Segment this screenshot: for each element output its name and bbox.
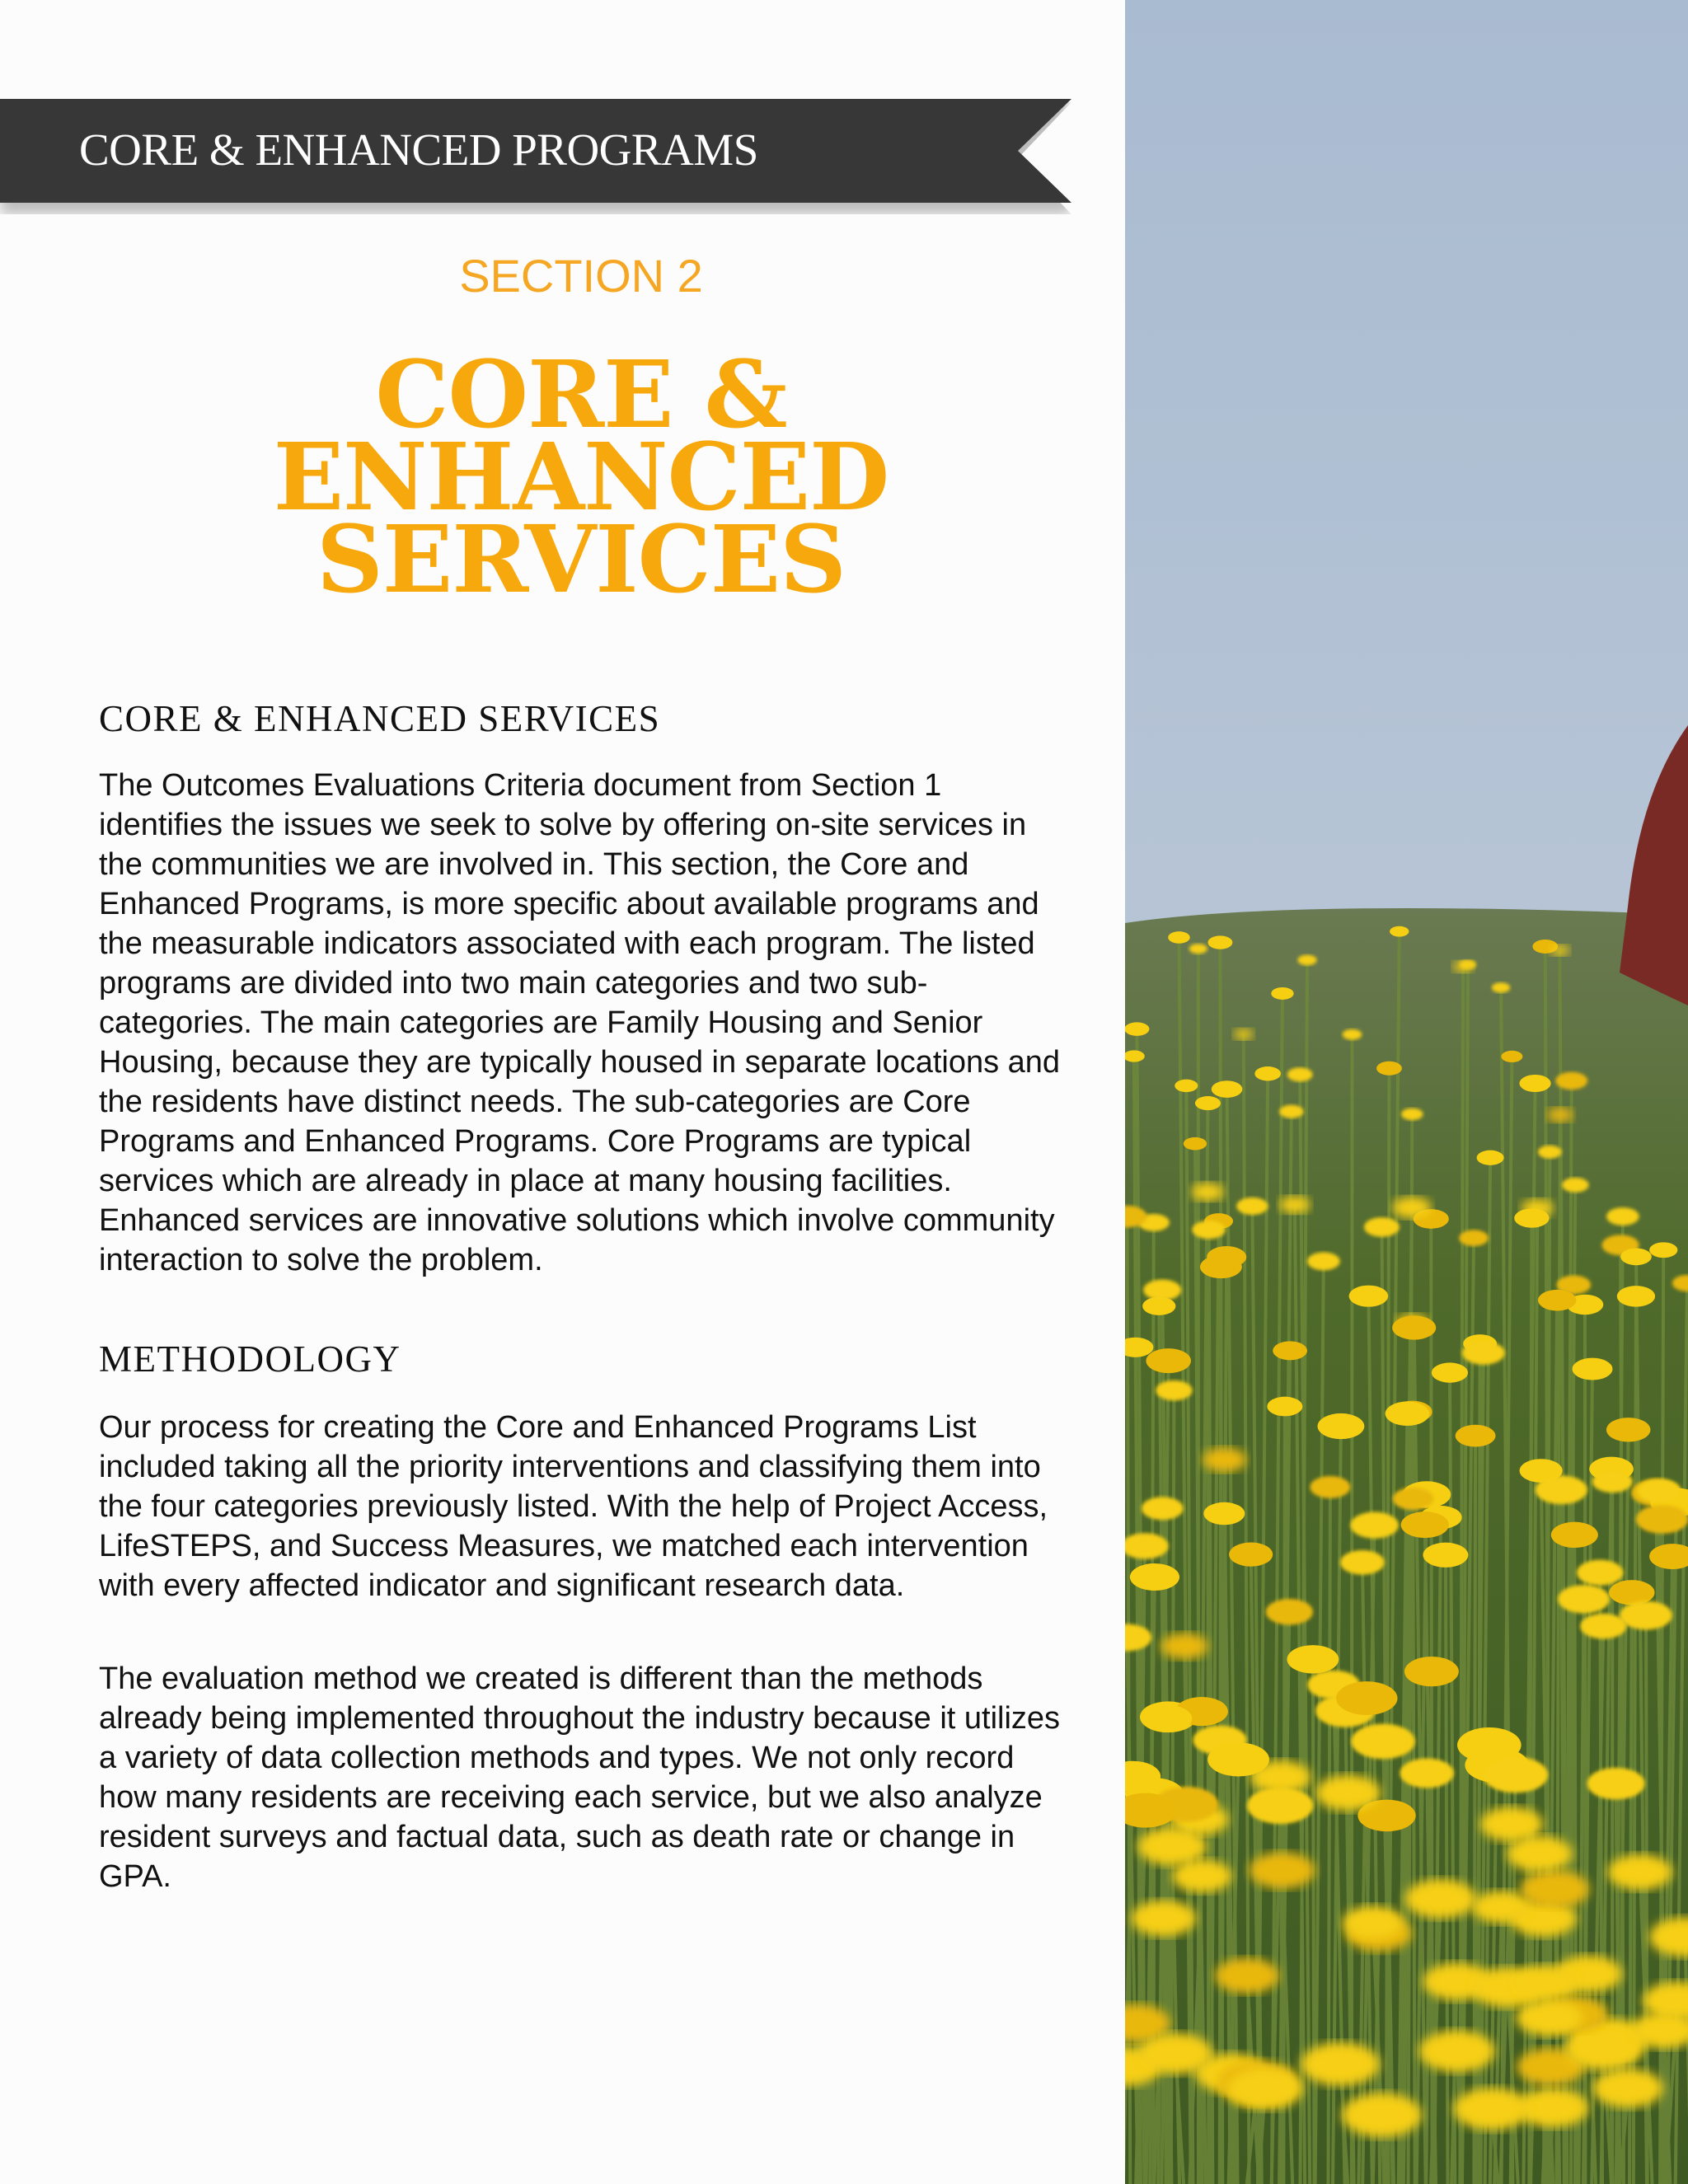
yellow-flower xyxy=(1423,1543,1468,1568)
yellow-flower xyxy=(1538,1146,1562,1159)
paragraph-methodology-2: The evaluation method we created is different than the methods already being implemented throughout the industry because it utilizes a variety of data collection methods and types. We not only record how many residents are receiving each service, but we also analyze resident surveys and factual data, such as death rate or change in GPA. xyxy=(99,1661,1061,1894)
page-title xyxy=(0,341,1162,614)
yellow-flower xyxy=(1336,1681,1397,1715)
section-heading-core-services: CORE & ENHANCED SERVICES xyxy=(99,698,661,739)
yellow-flower xyxy=(1636,1505,1688,1534)
yellow-flower xyxy=(1649,1242,1677,1258)
yellow-flower xyxy=(1538,1290,1576,1311)
yellow-flower xyxy=(1620,1248,1652,1265)
yellow-flower xyxy=(1547,1108,1573,1122)
yellow-flower xyxy=(1343,1029,1362,1040)
yellow-flower xyxy=(1279,1105,1304,1118)
paragraph-core-services: The Outcomes Evaluations Criteria document from Section 1 identifies the issues we seek to solve by offering on-site services in the communities we are involved in. This section, the Core and Enhanced Programs, is more specific about available programs and the measurable indicators associated with each program. The listed programs are divided into two main categories and two sub-categories. The main categories are Family Housing and Senior Housing, because they are typically housed in separate locations and the residents have distinct needs. The sub-categories are Core Programs and Enhanced Programs. Core Programs are typical services which are already in place at many housing facilities. Enhanced services are innovative solutions which involve community interaction to solve the problem. xyxy=(99,768,1061,1277)
yellow-flower xyxy=(1349,1286,1388,1307)
yellow-flower xyxy=(1592,1470,1633,1493)
yellow-flower xyxy=(1507,1836,1573,1872)
yellow-flower xyxy=(1247,1788,1314,1824)
yellow-flower xyxy=(1207,935,1232,949)
yellow-flower xyxy=(1191,1183,1224,1201)
yellow-flower xyxy=(1551,1522,1598,1548)
yellow-flower xyxy=(1342,2093,1422,2138)
yellow-flower xyxy=(1254,1066,1281,1080)
yellow-flower xyxy=(1142,1497,1184,1520)
yellow-flower xyxy=(1459,1230,1489,1246)
yellow-flower xyxy=(1419,2031,1495,2073)
yellow-flower xyxy=(1456,1425,1496,1447)
section-number: SECTION 2 xyxy=(459,250,703,302)
yellow-flower xyxy=(1317,1413,1364,1439)
flower-stem xyxy=(1207,1192,1208,2184)
yellow-flower xyxy=(1617,1286,1655,1306)
yellow-flower xyxy=(1189,944,1207,954)
meadow-photo xyxy=(1125,0,1688,2184)
yellow-flower xyxy=(1501,1051,1522,1062)
yellow-flower xyxy=(1212,1080,1243,1098)
yellow-flower xyxy=(1340,1550,1385,1575)
yellow-flower xyxy=(1432,1362,1468,1382)
meadow-photo-illustration xyxy=(1125,0,1688,2184)
yellow-flower xyxy=(1227,2068,1303,2110)
page-title-line-1: CORE & xyxy=(375,341,787,449)
yellow-flower xyxy=(1146,1348,1191,1373)
yellow-flower xyxy=(1477,1151,1504,1165)
yellow-flower xyxy=(1521,1870,1589,1908)
yellow-flower xyxy=(1287,1645,1339,1674)
yellow-flower xyxy=(1266,1599,1313,1624)
yellow-flower xyxy=(1250,1852,1315,1888)
yellow-flower xyxy=(1637,1479,1681,1502)
yellow-flower xyxy=(1587,1768,1645,1800)
yellow-flower xyxy=(1287,1067,1313,1081)
yellow-flower xyxy=(1142,1705,1192,1732)
yellow-flower xyxy=(1392,1315,1436,1339)
yellow-flower xyxy=(1536,1475,1587,1504)
yellow-flower xyxy=(1592,2069,1662,2107)
yellow-flower xyxy=(1195,1096,1221,1110)
page-title-line-3: SERVICES xyxy=(316,506,846,614)
yellow-flower xyxy=(1203,1502,1245,1525)
yellow-flower xyxy=(1236,1197,1268,1215)
yellow-flower xyxy=(1350,1511,1399,1538)
yellow-flower xyxy=(1279,1196,1311,1213)
paragraph-methodology-1: Our process for creating the Core and Enhanced Programs List included taking all the priority interventions and classifying them into the four categories previously listed. With the help of Project Access, LifeSTEPS, and Success Measures, we matched each intervention with every affected indicator and significant research data. xyxy=(99,1410,1048,1603)
yellow-flower xyxy=(1156,1380,1192,1400)
yellow-flower xyxy=(1160,1633,1208,1660)
section-heading-methodology: METHODOLOGY xyxy=(99,1338,401,1380)
header-ribbon-text: CORE & ENHANCED PROGRAMS xyxy=(79,124,758,175)
yellow-flower xyxy=(1229,1543,1273,1567)
yellow-flower xyxy=(1562,1178,1589,1193)
yellow-flower xyxy=(1558,1585,1610,1614)
yellow-flower xyxy=(1555,1072,1587,1090)
yellow-flower xyxy=(1483,1757,1548,1793)
flower-stem xyxy=(1446,1555,1448,2184)
yellow-flower xyxy=(1315,1775,1381,1811)
yellow-flower xyxy=(1401,1511,1449,1538)
yellow-flower xyxy=(1516,1999,1582,2036)
yellow-flower xyxy=(1297,955,1316,966)
yellow-flower xyxy=(1192,1221,1226,1239)
yellow-flower xyxy=(1215,1958,1279,1994)
yellow-flower xyxy=(1565,2027,1643,2070)
yellow-flower xyxy=(1175,1080,1198,1092)
yellow-flower xyxy=(1577,1560,1624,1586)
yellow-flower xyxy=(1125,1022,1149,1036)
yellow-flower xyxy=(1130,1563,1179,1591)
yellow-flower xyxy=(1137,1827,1207,1865)
yellow-flower xyxy=(1392,1197,1432,1218)
yellow-flower xyxy=(1472,1891,1531,1923)
yellow-flower xyxy=(1400,1758,1453,1788)
yellow-flower xyxy=(1550,944,1570,955)
yellow-flower xyxy=(1404,1657,1459,1686)
yellow-flower xyxy=(1307,1252,1340,1270)
page-title-line-2: ENHANCED xyxy=(273,424,889,532)
yellow-flower xyxy=(1492,982,1511,992)
yellow-flower xyxy=(1207,1246,1246,1268)
yellow-flower xyxy=(1267,1397,1302,1417)
yellow-flower xyxy=(1620,1601,1672,1629)
yellow-flower xyxy=(1273,1341,1307,1360)
flower-stem xyxy=(1313,1659,1315,2184)
yellow-flower xyxy=(1606,1418,1650,1441)
yellow-flower xyxy=(1460,960,1476,969)
yellow-flower xyxy=(1376,1062,1402,1076)
yellow-flower xyxy=(1580,1614,1626,1639)
yellow-flower xyxy=(1519,1075,1550,1092)
yellow-flower xyxy=(1203,1447,1247,1472)
yellow-flower xyxy=(1301,2042,1380,2086)
yellow-flower xyxy=(1168,931,1190,944)
yellow-flower xyxy=(1393,1488,1434,1510)
yellow-flower xyxy=(1207,1742,1269,1776)
yellow-flower xyxy=(1271,987,1293,1000)
yellow-flower xyxy=(1514,1208,1549,1227)
yellow-flower xyxy=(1390,926,1409,937)
yellow-flower xyxy=(1234,1029,1254,1039)
yellow-flower xyxy=(1573,1358,1613,1380)
yellow-flower xyxy=(1405,1879,1476,1919)
yellow-flower xyxy=(1462,1341,1505,1365)
yellow-flower xyxy=(1184,1137,1207,1151)
yellow-flower xyxy=(1512,1965,1578,2001)
yellow-flower xyxy=(1606,1207,1639,1226)
yellow-flower xyxy=(1454,2088,1531,2130)
yellow-flower xyxy=(1351,1724,1415,1760)
yellow-flower xyxy=(1343,1906,1404,1939)
yellow-flower xyxy=(1310,1476,1350,1498)
yellow-flower xyxy=(1138,2033,1212,2074)
yellow-flower xyxy=(1386,1402,1430,1426)
yellow-flower xyxy=(1143,1280,1181,1301)
yellow-flower xyxy=(1364,1217,1400,1237)
yellow-flower xyxy=(1608,1854,1672,1890)
yellow-flower xyxy=(1401,1108,1423,1121)
yellow-flower xyxy=(1131,1900,1196,1936)
